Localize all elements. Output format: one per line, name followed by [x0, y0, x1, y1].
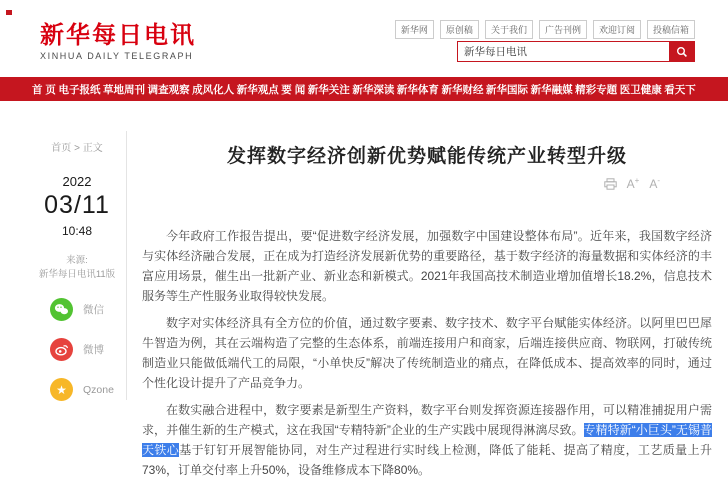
publish-date: [28, 174, 126, 238]
share-wechat[interactable]: [50, 298, 126, 321]
share-qzone-label: Qzone: [83, 383, 114, 396]
nav-item-world[interactable]: 看天下: [664, 83, 696, 96]
link-subscribe[interactable]: 欢迎订阅: [593, 20, 641, 39]
qzone-star-icon: ★: [50, 378, 73, 401]
weibo-icon: [50, 338, 73, 361]
nav-item-media[interactable]: 新华融媒: [530, 83, 573, 96]
share-wechat-label: 微信: [83, 304, 104, 316]
font-decrease-button[interactable]: [649, 177, 660, 191]
paragraph-3: [142, 400, 712, 480]
share-weibo-label: 微博: [83, 344, 104, 356]
share-weibo[interactable]: [50, 338, 126, 361]
logo-english: XINHUA DAILY TELEGRAPH: [40, 51, 194, 61]
site-logo[interactable]: [40, 23, 196, 61]
breadcrumb-home[interactable]: 首页: [51, 143, 72, 154]
article-title: 发挥数字经济创新优势赋能传统产业转型升级: [226, 146, 627, 167]
paragraph-3-before: 在数实融合进程中，数字要素是新型生产资料，数字平台则发挥资源连接器作用，可以精准捕捉用户需求，并催生新的生产模式，这在我国“专精特新”企业的生产实践中展现得淋漓尽致。: [142, 403, 712, 437]
source-label: 来源:: [66, 255, 88, 266]
nav-item-home[interactable]: 首 页: [32, 83, 56, 96]
vertical-divider: [126, 131, 127, 400]
breadcrumb: [28, 139, 126, 154]
highlighted-text[interactable]: 专精特新“小巨头”无锡普天铁心: [142, 423, 712, 457]
font-increase-button[interactable]: [627, 177, 640, 191]
article: [142, 101, 712, 487]
link-xinhuanet[interactable]: 新华网: [395, 20, 434, 39]
share-qzone[interactable]: [50, 378, 126, 401]
breadcrumb-current: 正文: [82, 143, 103, 154]
paragraph-2: 数字对实体经济具有全方位的价值，通过数字要素、数字技术、数字平台赋能实体经济。以阿里巴巴犀牛智造为例，其在云端构造了完整的生态体系，前端连接用户和商家，后端连接供应商、物联网，打破传统制造业只能做低端代工的局限，“小单快反”解决了传统制造业的痛点，在降低成本、提高效率的同时，通过个性化设计提升了产品竞争力。: [142, 316, 712, 390]
nav-item-focus[interactable]: 新华关注: [307, 83, 350, 96]
magnifier-icon: [676, 46, 688, 58]
paragraph-1: 今年政府工作报告提出，要“促进数字经济发展，加强数字中国建设整体布局”。近年来，我国数字经济与实体经济融合发展，正在成为打造经济发展新优势的重要路径，基于数字经济的海量数据和实体经济的丰富应用场景，催生出一批新产业、新业态和新模式。2021年我国高技术制造业增加值增长18.2%，信息技术服务等生产性服务业取得较快发展。: [142, 229, 712, 303]
nav-item-chengfenghuaren[interactable]: 成风化人: [192, 83, 235, 96]
paragraph-3-after: 基于钉钉开展智能协同，对生产过程进行实时线上检测，降低了能耗、提高了精度，工艺质量上升73%，订单交付率上升50%，设备维修成本下降80%。: [142, 443, 712, 477]
header-quick-links: [395, 20, 695, 39]
article-body: [142, 226, 712, 480]
date-year: 2022: [62, 174, 92, 189]
nav-item-epaper[interactable]: 电子报纸: [58, 83, 101, 96]
nav-item-special-topics[interactable]: 精彩专题: [575, 83, 618, 96]
main-nav: [0, 77, 728, 101]
search-button[interactable]: [669, 41, 695, 62]
nav-item-health[interactable]: 医卫健康: [619, 83, 662, 96]
article-source: [28, 254, 126, 282]
wechat-icon: [50, 298, 73, 321]
share-panel: [28, 298, 126, 401]
link-original[interactable]: 原创稿: [440, 20, 479, 39]
nav-item-sports[interactable]: 新华体育: [396, 83, 439, 96]
font-increase-label: A: [626, 177, 635, 191]
date-time: 10:48: [61, 224, 93, 238]
logo-chinese: 新华每日电讯: [40, 22, 196, 49]
nav-item-investigation[interactable]: 调查观察: [147, 83, 190, 96]
nav-item-caodi-weekly[interactable]: 草地周刊: [103, 83, 146, 96]
source-value: 新华每日电讯11版: [38, 269, 116, 280]
search-input[interactable]: [457, 41, 669, 62]
nav-item-international[interactable]: 新华国际: [486, 83, 529, 96]
content-area: [0, 101, 728, 477]
font-increase-sign: +: [634, 176, 640, 185]
date-day: 03/11: [44, 191, 110, 219]
nav-item-news[interactable]: 要 闻: [281, 83, 306, 96]
site-header: [0, 0, 728, 77]
breadcrumb-separator: >: [74, 143, 80, 154]
link-about-us[interactable]: 关于我们: [485, 20, 533, 39]
nav-item-finance[interactable]: 新华财经: [441, 83, 484, 96]
article-tools: [604, 177, 660, 191]
search-bar: [457, 41, 695, 62]
article-sidebar: [28, 101, 126, 418]
font-decrease-label: A: [649, 177, 658, 191]
nav-item-deep-read[interactable]: 新华深读: [352, 83, 395, 96]
nav-item-viewpoint[interactable]: 新华观点: [236, 83, 279, 96]
print-icon[interactable]: [604, 178, 617, 190]
link-advertising[interactable]: 广告刊例: [539, 20, 587, 39]
link-submission[interactable]: 投稿信箱: [647, 20, 695, 39]
font-decrease-sign: -: [657, 176, 660, 185]
corner-marker: [6, 10, 12, 15]
